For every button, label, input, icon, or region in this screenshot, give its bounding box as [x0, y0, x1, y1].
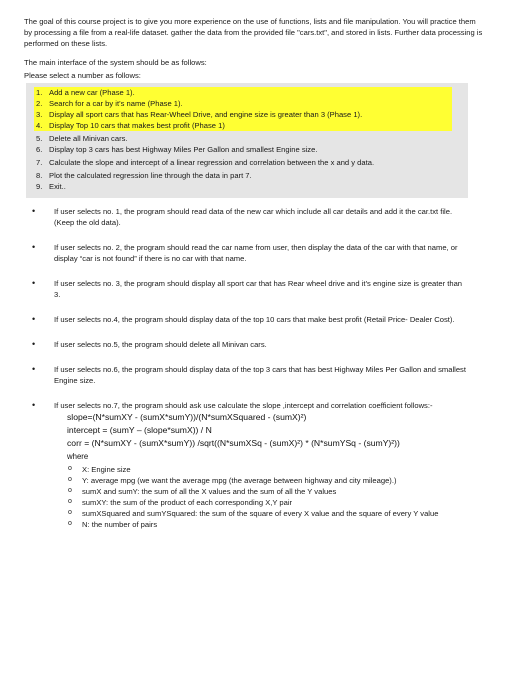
intercept-formula: intercept = (sumY – (slope*sumX)) / N	[67, 424, 212, 435]
menu-item-6: 6. Display top 3 cars has best Highway Miles Per Gallon and smallest Engine size.	[36, 145, 318, 154]
menu-item-4: 4. Display Top 10 cars that makes best profit (Phase 1)	[34, 120, 452, 131]
requirement-7-text: If user selects no.7, the program should ask use calculate the slope ,intercept and correlation coefficient follows:-	[54, 401, 433, 410]
menu-item-9: 9. Exit..	[36, 182, 66, 191]
definition-item: o Y: average mpg (we want the average mpg (the average between highway and city mileage).)	[68, 476, 397, 486]
definitions-list	[68, 464, 468, 530]
intro-paragraph: The goal of this course project is to give you more experience on the use of functions, lists and file manipulation. You will practice them by processing a file from a real-life dataset. gather the data from the provided file "cars.txt", and stored in lists. Further data processing is performed on these lists.	[24, 17, 483, 48]
requirement-1: • If user selects no. 1, the program should read data of the new car which include all car details and add it the car.txt file.(Keep the old data).	[32, 206, 453, 227]
menu-item-8: 8. Plot the calculated regression line through the data in part 7.	[36, 171, 252, 180]
select-prompt: Please select a number as follows:	[24, 71, 141, 80]
requirement-7: • If user selects no.7, the program should ask use calculate the slope ,intercept and correlation coefficient follows:- slope=(N*sumXY - (sumX*sumY))/(N*sumXSquared - (sumX)²) intercept = (sumY – (slope*sumX)) / N corr = (N*sumXY - (sumX*sumY)) /sqrt((N*sumXSq - (sumX)²) * (N*sumYSq - (sumY)²)) where o X: Engine size o Y: average mpg (we want the average mpg (the average between highway and city mileage).) o sumX and sumY: the sum of all the X values and the sum of all the Y values o sumXY: the sum of the product of each corresponding X,Y pair o sumXSquared and sumYSquared: the sum of the square of every X value and the square of every Y value o N: the number of pairs	[32, 400, 468, 530]
menu-box	[26, 83, 468, 198]
definition-item: o sumX and sumY: the sum of all the X values and the sum of all the Y values	[68, 487, 337, 497]
menu-item-5: 5. Delete all Minivan cars.	[36, 134, 128, 143]
requirement-2: • If user selects no. 2, the program should read the car name from user, then display the data of the car with that name, or display “car is not found” if there is no car with that name.	[32, 242, 458, 263]
requirement-5: • If user selects no.5, the program should delete all Minivan cars.	[32, 339, 267, 349]
where-label: where	[67, 451, 89, 461]
menu-item-7: 7. Calculate the slope and intercept of a linear regression and correlation between the x and y data.	[36, 158, 375, 167]
definition-item: o N: the number of pairs	[68, 520, 158, 530]
definition-item: o sumXSquared and sumYSquared: the sum of the square of every X value and the square of every Y value	[68, 509, 439, 519]
slope-formula: slope=(N*sumXY - (sumX*sumY))/(N*sumXSquared - (sumX)²)	[67, 412, 307, 422]
menu-item-2: 2. Search for a car by it’s name (Phase 1).	[34, 98, 452, 109]
correlation-formula: corr = (N*sumXY - (sumX*sumY)) /sqrt((N*sumXSq - (sumX)²) * (N*sumYSq - (sumY)²))	[67, 437, 400, 448]
main-interface-label: The main interface of the system should be as follows:	[24, 58, 207, 67]
menu-item-3: 3. Display all sport cars that has Rear-Wheel Drive, and engine size is greater than 3 (Phase 1).	[34, 109, 452, 120]
definition-item: o sumXY: the sum of the product of each corresponding X,Y pair	[68, 498, 293, 508]
requirement-6: • If user selects no.6, the program should display data of the top 3 cars that has best Highway Miles Per Gallon and smallest Engine size.	[32, 364, 466, 385]
definition-item: o X: Engine size	[68, 465, 131, 475]
requirement-3: • If user selects no. 3, the program should display all sport car that has Rear wheel drive and it’s engine size is greater than 3.	[32, 278, 463, 299]
requirements-list	[24, 206, 484, 530]
menu-item-1: 1. Add a new car (Phase 1).	[34, 87, 452, 98]
requirement-4: • If user selects no.4, the program should display data of the top 10 cars that make best profit (Retail Price- Dealer Cost).	[32, 314, 455, 324]
